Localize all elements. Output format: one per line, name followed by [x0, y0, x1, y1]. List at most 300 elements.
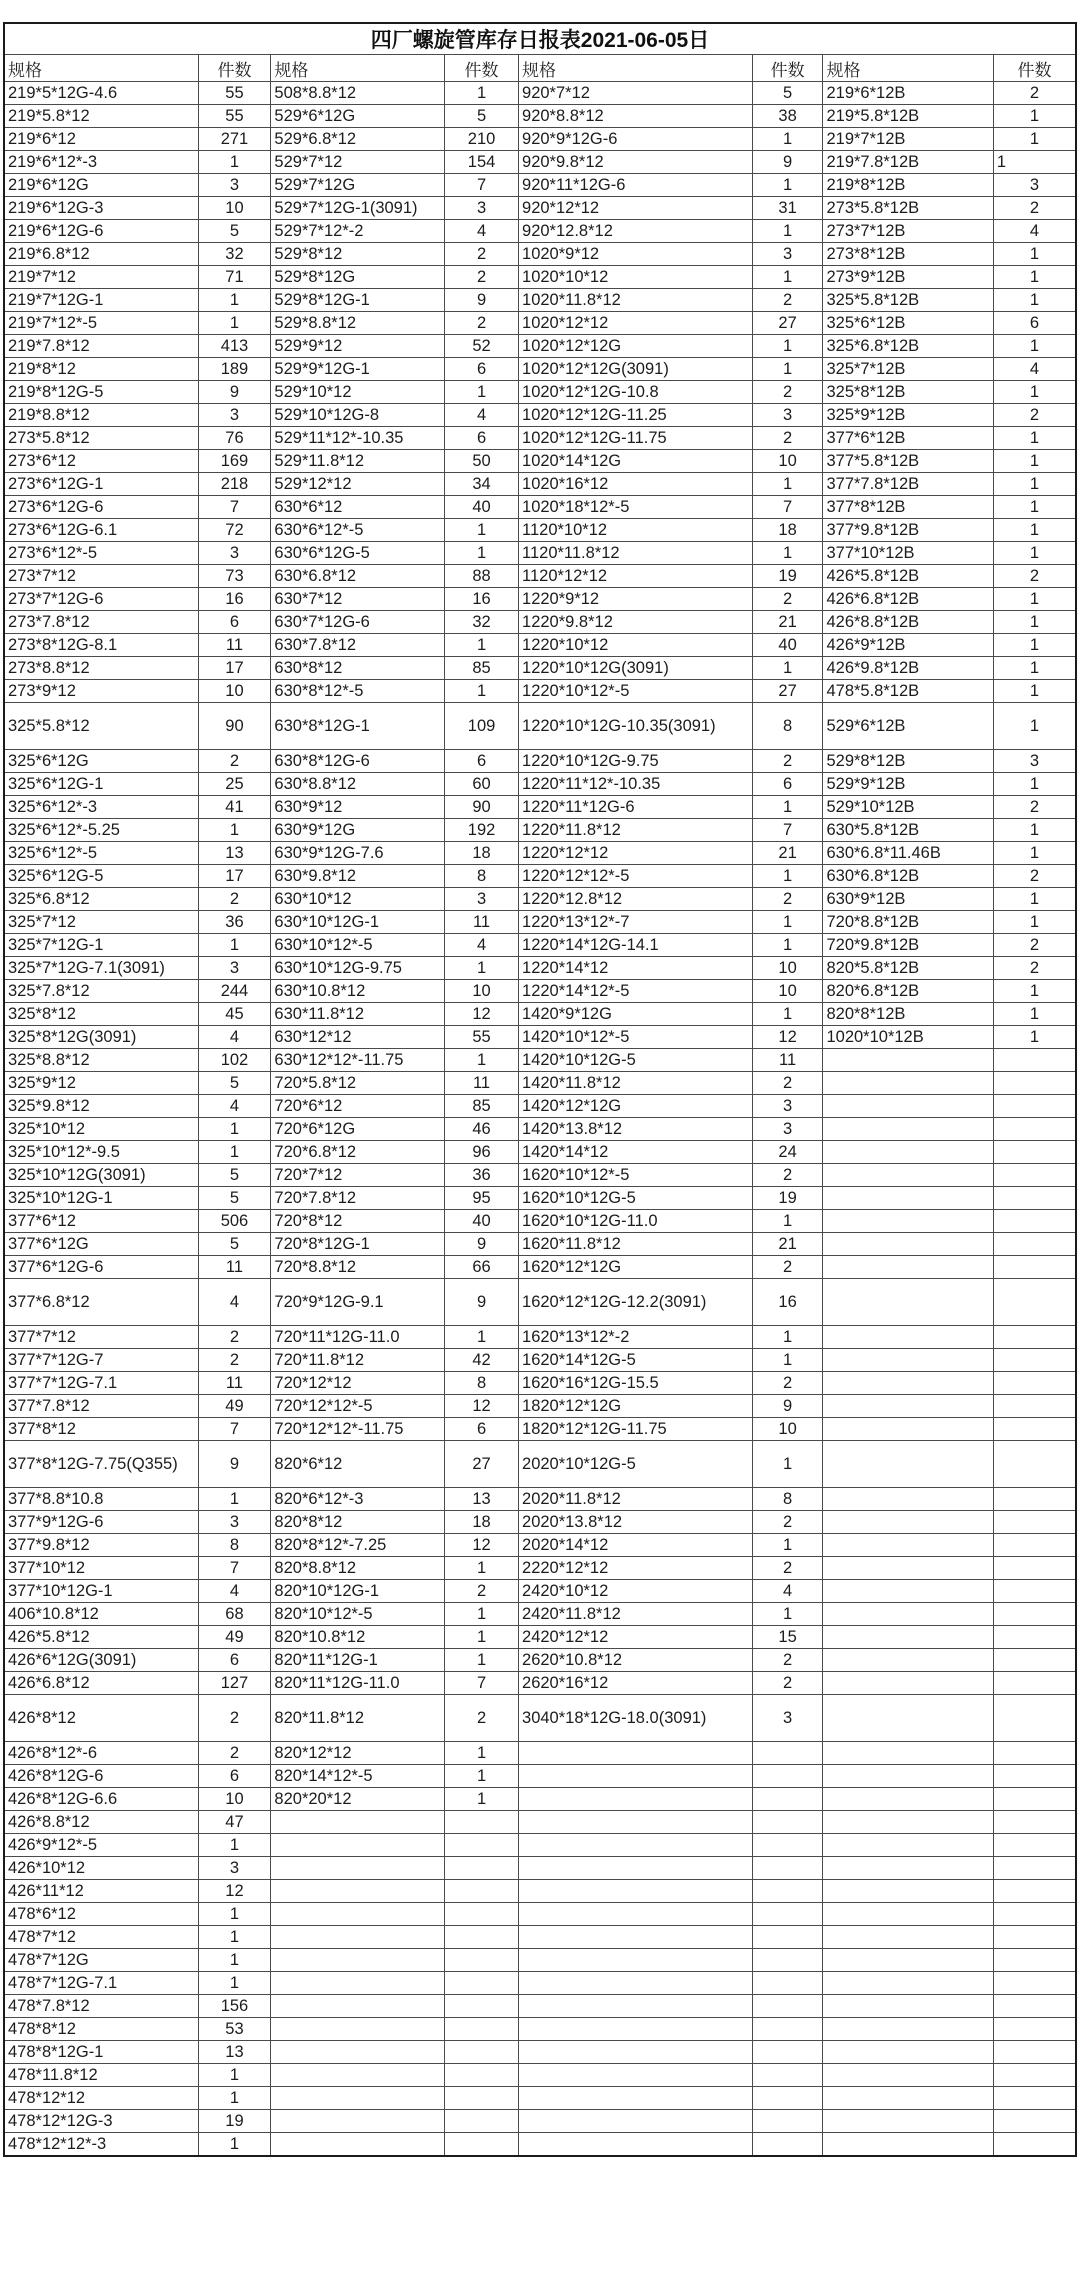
spec-cell: 1020*12*12G	[519, 335, 753, 358]
qty-cell: 55	[198, 82, 271, 105]
qty-cell	[993, 1511, 1076, 1534]
qty-cell: 1	[752, 657, 823, 680]
qty-cell: 6	[445, 427, 519, 450]
qty-cell: 3	[198, 174, 271, 197]
spec-cell: 273*6*12G-6	[4, 496, 198, 519]
table-row	[4, 1418, 1076, 1441]
spec-cell: 273*7*12	[4, 565, 198, 588]
qty-cell	[445, 1995, 519, 2018]
spec-cell: 478*7*12	[4, 1926, 198, 1949]
spec-cell: 529*8*12B	[823, 750, 993, 773]
spec-cell: 478*8*12G-1	[4, 2041, 198, 2064]
spec-cell	[519, 1926, 753, 1949]
spec-cell: 273*9*12	[4, 680, 198, 703]
table-row	[4, 1441, 1076, 1488]
spec-cell: 478*12*12*-3	[4, 2133, 198, 2156]
spec-cell: 820*11.8*12	[271, 1695, 445, 1742]
qty-cell: 1	[752, 220, 823, 243]
spec-cell: 377*9*12G-6	[4, 1511, 198, 1534]
table-row	[4, 473, 1076, 496]
table-row	[4, 588, 1076, 611]
spec-cell: 377*10*12G-1	[4, 1580, 198, 1603]
qty-cell: 1	[993, 680, 1076, 703]
table-row	[4, 680, 1076, 703]
spec-cell	[271, 2018, 445, 2041]
qty-cell: 3	[445, 197, 519, 220]
spec-cell: 426*6.8*12B	[823, 588, 993, 611]
spec-cell: 478*6*12	[4, 1903, 198, 1926]
spec-cell: 1620*12*12G-12.2(3091)	[519, 1279, 753, 1326]
qty-cell: 2	[445, 1695, 519, 1742]
spec-cell: 920*7*12	[519, 82, 753, 105]
qty-cell	[445, 2041, 519, 2064]
spec-cell: 325*8*12	[4, 1003, 198, 1026]
qty-cell: 1	[198, 2133, 271, 2156]
qty-cell: 12	[445, 1003, 519, 1026]
spec-cell: 1020*12*12G-11.25	[519, 404, 753, 427]
spec-cell: 426*9.8*12B	[823, 657, 993, 680]
spec-cell: 325*8.8*12	[4, 1049, 198, 1072]
qty-cell: 4	[198, 1279, 271, 1326]
qty-cell	[445, 2064, 519, 2087]
qty-cell: 1	[198, 1141, 271, 1164]
spec-header: 规格	[271, 55, 445, 82]
table-row	[4, 865, 1076, 888]
spec-cell: 1220*10*12G-9.75	[519, 750, 753, 773]
qty-cell	[993, 1164, 1076, 1187]
spec-cell	[519, 2133, 753, 2156]
spec-cell: 377*8*12G-7.75(Q355)	[4, 1441, 198, 1488]
spec-cell	[519, 1834, 753, 1857]
spec-cell: 1220*14*12*-5	[519, 980, 753, 1003]
qty-cell: 9	[752, 151, 823, 174]
spec-cell	[823, 1049, 993, 1072]
spec-header: 规格	[4, 55, 198, 82]
qty-cell: 8	[752, 703, 823, 750]
spec-cell	[823, 1880, 993, 1903]
table-row	[4, 1279, 1076, 1326]
spec-cell: 325*8*12B	[823, 381, 993, 404]
spec-cell: 630*7*12G-6	[271, 611, 445, 634]
spec-cell: 630*6.8*12B	[823, 865, 993, 888]
spec-cell: 426*9*12B	[823, 634, 993, 657]
qty-cell	[445, 2110, 519, 2133]
qty-cell: 127	[198, 1672, 271, 1695]
spec-cell: 273*6*12	[4, 450, 198, 473]
qty-cell: 40	[445, 496, 519, 519]
qty-cell	[752, 1949, 823, 1972]
qty-cell: 49	[198, 1395, 271, 1418]
qty-cell: 10	[752, 980, 823, 1003]
spec-cell: 426*5.8*12	[4, 1626, 198, 1649]
qty-cell: 32	[198, 243, 271, 266]
table-row	[4, 1210, 1076, 1233]
spec-cell: 529*6*12B	[823, 703, 993, 750]
qty-cell	[445, 2133, 519, 2156]
spec-cell: 529*7*12G-1(3091)	[271, 197, 445, 220]
table-row	[4, 911, 1076, 934]
spec-cell	[519, 2064, 753, 2087]
table-row	[4, 888, 1076, 911]
spec-cell: 630*7*12	[271, 588, 445, 611]
spec-cell: 630*10*12G-9.75	[271, 957, 445, 980]
spec-cell	[271, 2041, 445, 2064]
spec-cell: 720*11.8*12	[271, 1349, 445, 1372]
qty-cell	[993, 1233, 1076, 1256]
qty-cell: 2	[752, 381, 823, 404]
table-row	[4, 1164, 1076, 1187]
spec-cell: 630*11.8*12	[271, 1003, 445, 1026]
spec-cell	[823, 1742, 993, 1765]
spec-cell: 219*5*12G-4.6	[4, 82, 198, 105]
qty-cell: 5	[752, 82, 823, 105]
spec-cell: 630*5.8*12B	[823, 819, 993, 842]
qty-cell: 53	[198, 2018, 271, 2041]
spec-cell: 630*6.8*11.46B	[823, 842, 993, 865]
table-row	[4, 773, 1076, 796]
qty-cell	[752, 2133, 823, 2156]
qty-cell: 5	[198, 220, 271, 243]
table-row	[4, 2018, 1076, 2041]
spec-cell: 426*8*12G-6	[4, 1765, 198, 1788]
spec-cell: 219*7*12	[4, 266, 198, 289]
spec-cell	[823, 1210, 993, 1233]
spec-cell	[823, 1372, 993, 1395]
table-row	[4, 542, 1076, 565]
spec-cell: 219*7*12G-1	[4, 289, 198, 312]
qty-cell	[993, 1049, 1076, 1072]
table-row	[4, 657, 1076, 680]
spec-cell	[823, 1279, 993, 1326]
qty-cell: 4	[752, 1580, 823, 1603]
qty-cell: 3	[752, 404, 823, 427]
qty-cell: 32	[445, 611, 519, 634]
spec-header: 规格	[823, 55, 993, 82]
qty-cell: 6	[198, 1649, 271, 1672]
spec-cell: 2020*11.8*12	[519, 1488, 753, 1511]
spec-cell: 2420*10*12	[519, 1580, 753, 1603]
spec-cell: 1020*10*12B	[823, 1026, 993, 1049]
spec-cell	[519, 1857, 753, 1880]
spec-cell: 1020*9*12	[519, 243, 753, 266]
spec-cell	[519, 2087, 753, 2110]
spec-cell: 820*8*12	[271, 1511, 445, 1534]
spec-cell: 630*12*12	[271, 1026, 445, 1049]
spec-cell	[271, 1857, 445, 1880]
spec-cell: 219*7*12*-5	[4, 312, 198, 335]
qty-cell: 10	[198, 680, 271, 703]
spec-cell: 325*7*12	[4, 911, 198, 934]
qty-cell: 19	[752, 1187, 823, 1210]
spec-cell	[519, 1949, 753, 1972]
qty-cell	[993, 1695, 1076, 1742]
spec-cell: 478*8*12	[4, 2018, 198, 2041]
spec-cell: 325*6.8*12	[4, 888, 198, 911]
table-row	[4, 1811, 1076, 1834]
spec-cell: 273*6*12G-1	[4, 473, 198, 496]
table-row	[4, 1372, 1076, 1395]
qty-cell: 2	[198, 1742, 271, 1765]
spec-cell	[271, 1972, 445, 1995]
qty-cell: 1	[993, 1003, 1076, 1026]
table-row	[4, 1580, 1076, 1603]
spec-cell: 630*10*12G-1	[271, 911, 445, 934]
spec-cell: 426*8*12	[4, 1695, 198, 1742]
qty-cell: 2	[993, 934, 1076, 957]
spec-cell: 1220*10*12G-10.35(3091)	[519, 703, 753, 750]
qty-cell: 1	[993, 1026, 1076, 1049]
spec-cell: 219*6*12G-6	[4, 220, 198, 243]
table-row	[4, 151, 1076, 174]
qty-header: 件数	[993, 55, 1076, 82]
table-row	[4, 105, 1076, 128]
qty-cell	[752, 1765, 823, 1788]
spec-cell: 529*7*12*-2	[271, 220, 445, 243]
spec-cell: 820*6.8*12B	[823, 980, 993, 1003]
spec-cell: 1120*10*12	[519, 519, 753, 542]
spec-cell	[271, 1880, 445, 1903]
qty-cell: 68	[198, 1603, 271, 1626]
spec-cell	[823, 1395, 993, 1418]
spec-cell: 630*6.8*12	[271, 565, 445, 588]
qty-cell: 1	[993, 266, 1076, 289]
spec-cell: 219*7.8*12B	[823, 151, 993, 174]
qty-cell: 7	[752, 819, 823, 842]
qty-cell: 218	[198, 473, 271, 496]
qty-cell: 244	[198, 980, 271, 1003]
spec-cell: 820*11*12G-1	[271, 1649, 445, 1672]
qty-cell: 3	[752, 1118, 823, 1141]
spec-cell: 377*6*12G	[4, 1233, 198, 1256]
qty-cell: 1	[752, 1441, 823, 1488]
qty-cell: 1	[198, 819, 271, 842]
spec-cell	[823, 1949, 993, 1972]
spec-cell: 820*11*12G-11.0	[271, 1672, 445, 1695]
qty-cell: 2	[993, 82, 1076, 105]
qty-cell: 2	[445, 243, 519, 266]
spec-cell	[823, 1788, 993, 1811]
table-row	[4, 750, 1076, 773]
table-row	[4, 289, 1076, 312]
spec-cell: 630*12*12*-11.75	[271, 1049, 445, 1072]
qty-cell: 55	[198, 105, 271, 128]
qty-cell	[445, 1926, 519, 1949]
spec-cell: 529*10*12B	[823, 796, 993, 819]
spec-cell: 325*6*12*-5	[4, 842, 198, 865]
qty-cell: 5	[198, 1164, 271, 1187]
qty-cell	[993, 1441, 1076, 1488]
qty-cell: 1	[752, 174, 823, 197]
qty-cell: 27	[445, 1441, 519, 1488]
qty-cell: 1	[198, 2087, 271, 2110]
spec-cell: 529*6*12G	[271, 105, 445, 128]
spec-cell	[823, 1857, 993, 1880]
qty-cell: 1	[752, 335, 823, 358]
spec-cell: 377*7.8*12	[4, 1395, 198, 1418]
table-row	[4, 1256, 1076, 1279]
qty-cell	[993, 1626, 1076, 1649]
spec-cell: 377*5.8*12B	[823, 450, 993, 473]
spec-cell: 1120*11.8*12	[519, 542, 753, 565]
qty-cell: 1	[993, 980, 1076, 1003]
qty-cell: 11	[445, 1072, 519, 1095]
qty-cell: 40	[752, 634, 823, 657]
qty-cell: 3	[198, 542, 271, 565]
spec-cell: 630*8*12	[271, 657, 445, 680]
spec-cell	[519, 1903, 753, 1926]
qty-cell: 5	[198, 1233, 271, 1256]
qty-cell: 21	[752, 611, 823, 634]
qty-cell: 11	[198, 1372, 271, 1395]
spec-cell	[519, 1742, 753, 1765]
spec-cell: 325*6*12G-5	[4, 865, 198, 888]
qty-cell: 1	[993, 473, 1076, 496]
table-row	[4, 427, 1076, 450]
spec-cell	[823, 1072, 993, 1095]
spec-cell: 630*10*12*-5	[271, 934, 445, 957]
qty-cell	[993, 2018, 1076, 2041]
qty-cell	[993, 1857, 1076, 1880]
qty-cell: 6	[445, 358, 519, 381]
spec-cell: 630*9*12B	[823, 888, 993, 911]
qty-cell	[752, 1788, 823, 1811]
qty-cell	[752, 1926, 823, 1949]
qty-cell	[445, 2018, 519, 2041]
qty-cell: 1	[993, 427, 1076, 450]
spec-cell: 1020*14*12G	[519, 450, 753, 473]
spec-cell: 219*6*12*-3	[4, 151, 198, 174]
table-row	[4, 1995, 1076, 2018]
qty-cell	[993, 1210, 1076, 1233]
spec-cell: 426*6.8*12	[4, 1672, 198, 1695]
spec-cell: 325*7*12B	[823, 358, 993, 381]
qty-cell: 4	[198, 1026, 271, 1049]
qty-cell: 18	[752, 519, 823, 542]
spec-cell: 630*6*12G-5	[271, 542, 445, 565]
spec-cell: 377*7*12	[4, 1326, 198, 1349]
qty-cell: 3	[198, 1511, 271, 1534]
spec-cell: 325*6*12G-1	[4, 773, 198, 796]
qty-cell	[445, 1857, 519, 1880]
qty-cell	[993, 1372, 1076, 1395]
qty-cell: 7	[198, 1557, 271, 1580]
spec-cell	[519, 1765, 753, 1788]
qty-cell: 4	[198, 1095, 271, 1118]
qty-cell: 1	[445, 1649, 519, 1672]
spec-cell	[519, 2018, 753, 2041]
qty-cell	[993, 2110, 1076, 2133]
qty-cell: 36	[198, 911, 271, 934]
qty-cell: 1	[993, 128, 1076, 151]
qty-cell	[752, 1880, 823, 1903]
spec-cell	[271, 1926, 445, 1949]
qty-cell: 1	[993, 450, 1076, 473]
qty-cell: 1	[752, 865, 823, 888]
spec-cell	[823, 2133, 993, 2156]
qty-cell: 7	[198, 496, 271, 519]
qty-cell: 88	[445, 565, 519, 588]
qty-cell: 2	[752, 1511, 823, 1534]
spec-cell: 1020*16*12	[519, 473, 753, 496]
qty-cell: 71	[198, 266, 271, 289]
spec-cell: 273*7*12G-6	[4, 588, 198, 611]
spec-cell: 325*6*12*-3	[4, 796, 198, 819]
qty-cell: 72	[198, 519, 271, 542]
spec-cell: 3040*18*12G-18.0(3091)	[519, 1695, 753, 1742]
table-row	[4, 1857, 1076, 1880]
table-row	[4, 1788, 1076, 1811]
spec-cell	[823, 2041, 993, 2064]
spec-cell: 1220*11*12*-10.35	[519, 773, 753, 796]
qty-cell: 2	[752, 1072, 823, 1095]
spec-cell: 219*6*12	[4, 128, 198, 151]
spec-cell	[823, 1580, 993, 1603]
qty-cell	[445, 2087, 519, 2110]
qty-cell: 1	[752, 358, 823, 381]
spec-cell: 529*9*12B	[823, 773, 993, 796]
spec-cell: 2420*11.8*12	[519, 1603, 753, 1626]
table-row	[4, 1903, 1076, 1926]
spec-cell: 720*8*12	[271, 1210, 445, 1233]
qty-cell	[993, 1187, 1076, 1210]
qty-cell: 1	[993, 703, 1076, 750]
table-row	[4, 634, 1076, 657]
spec-cell: 820*8.8*12	[271, 1557, 445, 1580]
spec-cell: 325*6*12G	[4, 750, 198, 773]
spec-cell: 1620*14*12G-5	[519, 1349, 753, 1372]
qty-cell	[445, 1972, 519, 1995]
spec-cell: 1420*10*12*-5	[519, 1026, 753, 1049]
spec-cell: 529*8*12	[271, 243, 445, 266]
spec-cell: 1020*12*12G(3091)	[519, 358, 753, 381]
spec-cell: 1420*12*12G	[519, 1095, 753, 1118]
spec-cell	[519, 1880, 753, 1903]
table-row	[4, 1488, 1076, 1511]
spec-cell: 273*8.8*12	[4, 657, 198, 680]
qty-cell: 2	[198, 888, 271, 911]
qty-cell: 90	[198, 703, 271, 750]
qty-cell: 109	[445, 703, 519, 750]
qty-cell: 4	[993, 358, 1076, 381]
spec-cell: 529*7*12G	[271, 174, 445, 197]
spec-cell: 377*6*12G-6	[4, 1256, 198, 1279]
qty-cell	[993, 1788, 1076, 1811]
spec-cell: 630*9*12G-7.6	[271, 842, 445, 865]
qty-header: 件数	[198, 55, 271, 82]
qty-cell: 8	[445, 865, 519, 888]
qty-cell: 9	[445, 289, 519, 312]
spec-cell	[823, 1118, 993, 1141]
spec-cell: 219*6.8*12	[4, 243, 198, 266]
qty-cell: 11	[198, 1256, 271, 1279]
qty-cell: 9	[198, 1441, 271, 1488]
spec-cell	[823, 1995, 993, 2018]
qty-cell: 52	[445, 335, 519, 358]
qty-cell	[993, 1742, 1076, 1765]
spec-cell: 1120*12*12	[519, 565, 753, 588]
spec-cell: 2420*12*12	[519, 1626, 753, 1649]
table-row	[4, 519, 1076, 542]
spec-cell	[823, 1811, 993, 1834]
spec-cell: 1820*12*12G	[519, 1395, 753, 1418]
spec-cell	[823, 1141, 993, 1164]
spec-cell	[271, 1995, 445, 2018]
qty-cell	[752, 2064, 823, 2087]
table-row	[4, 980, 1076, 1003]
spec-cell	[823, 1603, 993, 1626]
qty-cell: 60	[445, 773, 519, 796]
spec-cell: 1220*11.8*12	[519, 819, 753, 842]
